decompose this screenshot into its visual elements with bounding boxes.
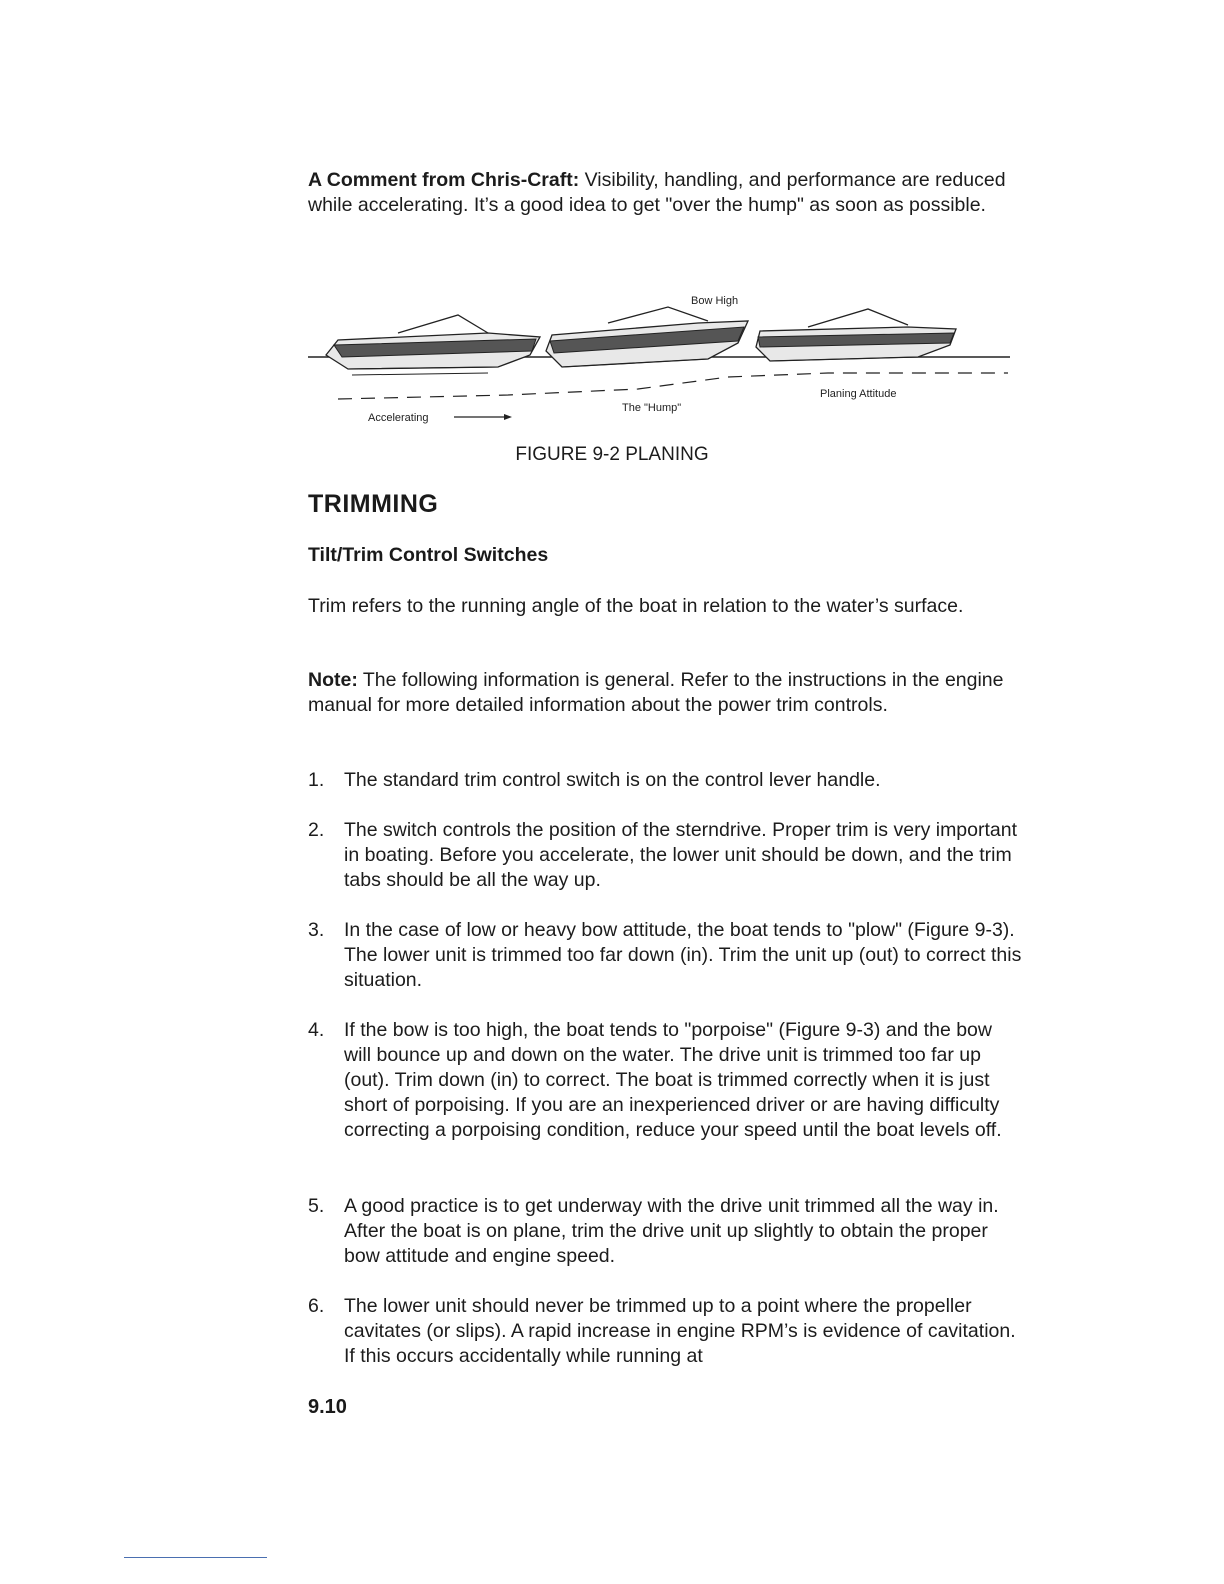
figure-caption: FIGURE 9-2 PLANING xyxy=(515,444,709,465)
list-text: A good practice is to get underway with the drive unit trimmed all the way in. After the boat is on plane, trim the drive unit up slightly to obtain the proper bow attitude and engine speed. xyxy=(344,1195,999,1267)
label-the-hump: The "Hump" xyxy=(622,402,682,414)
comment-lead: A Comment from Chris-Craft: xyxy=(308,169,580,191)
label-bow-high: Bow High xyxy=(691,295,739,307)
list-text: The standard trim control switch is on the control lever handle. xyxy=(344,769,881,791)
list-number: 4. xyxy=(308,1019,325,1041)
arrow-head xyxy=(504,414,512,420)
subsection-title: Tilt/Trim Control Switches xyxy=(308,544,549,566)
comment-body: Visibility, handling, and performance are reduced while accelerating. It’s a good idea to get "over the hump" as soon as possible. xyxy=(308,169,1006,216)
list-number: 2. xyxy=(308,819,325,841)
note-body: The following information is general. Refer to the instructions in the engine manual for more detailed information about the power trim controls. xyxy=(308,669,1004,716)
boat-accelerating xyxy=(326,315,540,375)
intro-paragraph: Trim refers to the running angle of the boat in relation to the water’s surface. xyxy=(308,595,964,617)
list-text: The switch controls the position of the sterndrive. Proper trim is very important in boating. Before you accelerate, the lower unit should be down, and the trim tabs should be all the way up. xyxy=(344,819,1018,891)
label-planing-attitude: Planing Attitude xyxy=(820,388,897,400)
boat-planing xyxy=(756,309,956,361)
list-text: If the bow is too high, the boat tends to "porpoise" (Figure 9-3) and the bow will bounce up and down on the water. The drive unit is trimmed too far up (out). Trim down (in) to correct. The boat is trimmed correctly when it is just short of porpoising. If you are an inexperienced driver or are having difficulty correcting a porpoising condition, reduce your speed until the boat levels off. xyxy=(344,1019,1002,1141)
list-text: The lower unit should never be trimmed up to a point where the propeller cavitates (or slips). A rapid increase in engine RPM’s is evidence of cavitation. If this occurs accidentally while running at xyxy=(344,1295,1016,1367)
note-lead: Note: xyxy=(308,669,358,691)
planing-figure xyxy=(308,285,1018,435)
page-number: 9.10 xyxy=(308,1396,347,1418)
section-title: TRIMMING xyxy=(308,490,439,518)
note-paragraph xyxy=(308,668,1018,718)
label-accelerating: Accelerating xyxy=(368,412,429,424)
chris-craft-comment xyxy=(308,168,1018,218)
planing-diagram xyxy=(308,285,1018,435)
bottom-rule xyxy=(124,1557,267,1558)
boat-hump xyxy=(546,307,748,367)
list-number: 5. xyxy=(308,1195,325,1217)
list-number: 1. xyxy=(308,769,325,791)
list-text: In the case of low or heavy bow attitude, the boat tends to "plow" (Figure 9-3). The lower unit is trimmed too far down (in). Trim the unit up (out) to correct this situation. xyxy=(344,919,1022,991)
list-number: 3. xyxy=(308,919,325,941)
list-number: 6. xyxy=(308,1295,325,1317)
